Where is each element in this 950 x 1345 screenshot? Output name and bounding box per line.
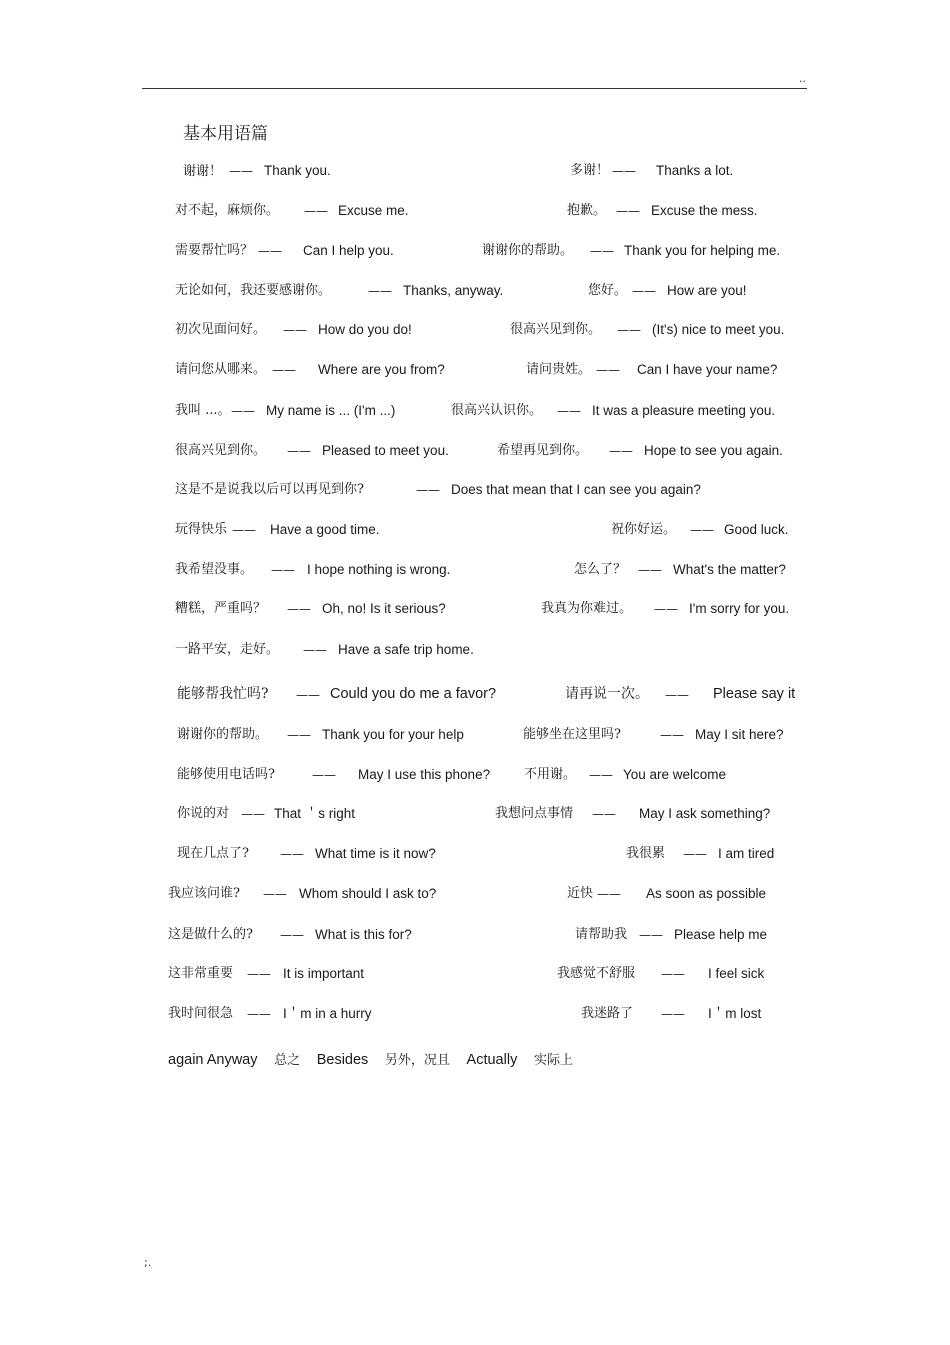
dash-separator: —— (609, 444, 633, 458)
dash-separator: —— (617, 323, 641, 337)
dash-separator: —— (416, 483, 440, 497)
dash-separator: —— (690, 523, 714, 537)
phrase-zh: 糟糕，严重吗？ (175, 601, 267, 616)
phrase-zh: 一路平安，走好。 (175, 642, 280, 657)
phrase-zh: 我应该问谁? (168, 886, 240, 901)
dash-separator: —— (296, 688, 320, 702)
phrase-en: What's the matter? (673, 562, 786, 577)
phrase-en: My name is ... (I'm ...) (266, 403, 396, 418)
dash-separator: —— (312, 768, 336, 782)
dash-separator: —— (590, 244, 614, 258)
phrase-en: Thanks a lot. (656, 163, 734, 178)
phrase-zh: 我很累 (626, 846, 666, 861)
phrase-en: How do you do! (318, 322, 412, 337)
phrase-en: Hope to see you again. (644, 443, 783, 458)
phrase-zh: 你说的对 (177, 806, 230, 821)
phrase-en: You are welcome (623, 767, 727, 782)
phrase-zh: 怎么了？ (574, 562, 627, 577)
dash-separator: —— (287, 728, 311, 742)
dash-separator: —— (303, 643, 327, 657)
connector-zh: 总之 (274, 1053, 301, 1068)
phrase-zh: 玩得快乐 (175, 522, 228, 537)
phrase-en: Excuse the mess. (651, 203, 758, 218)
phrase-zh: 谢谢你的帮助。 (482, 243, 574, 258)
dash-separator: —— (247, 1007, 271, 1021)
dash-separator: —— (368, 284, 392, 298)
phrase-zh: 希望再见到你。 (497, 443, 589, 458)
phrase-zh: 请帮助我 (575, 927, 628, 942)
phrase-en: Thanks, anyway. (403, 283, 504, 298)
phrase-en: (It's) nice to meet you. (652, 322, 785, 337)
phrase-en: I＇m in a hurry (283, 1006, 372, 1021)
phrase-en: I＇m lost (708, 1006, 762, 1021)
phrase-zh: 初次见面问好。 (175, 322, 267, 337)
phrase-en: It is important (283, 966, 365, 981)
phrase-en: What is this for? (315, 927, 412, 942)
dash-separator: —— (247, 967, 271, 981)
phrase-zh: 需要帮忙吗？ (175, 243, 254, 258)
connector-words-line (168, 1049, 585, 1068)
phrase-zh: 我希望没事。 (175, 562, 254, 577)
dash-separator: —— (639, 928, 663, 942)
header-rule (142, 88, 807, 89)
dash-separator: —— (263, 887, 287, 901)
phrase-zh: 无论如何，我还要感谢你。 (175, 283, 332, 298)
phrase-en: Have a safe trip home. (338, 642, 474, 657)
phrase-en: As soon as possible (646, 886, 767, 901)
phrase-zh: 多谢！ (570, 163, 610, 178)
phrase-zh: 我感觉不舒服 (557, 966, 636, 981)
phrase-en: I feel sick (708, 966, 765, 981)
phrase-en: May I use this phone? (358, 767, 491, 782)
connector-zh: 另外，况且 (384, 1053, 450, 1068)
connector-en: Actually (466, 1052, 518, 1068)
dash-separator: —— (589, 768, 613, 782)
dash-separator: —— (258, 244, 282, 258)
phrase-en: May I ask something? (639, 806, 771, 821)
phrase-en: Pleased to meet you. (322, 443, 449, 458)
dash-separator: —— (283, 323, 307, 337)
dash-separator: —— (632, 284, 656, 298)
phrase-en: Excuse me. (338, 203, 409, 218)
phrase-zh: 谢谢你的帮助。 (177, 727, 269, 742)
phrase-en: Thank you for helping me. (624, 243, 781, 258)
dash-separator: —— (280, 847, 304, 861)
dash-separator: —— (596, 363, 620, 377)
page-title: 基本用语篇 (183, 124, 268, 144)
phrase-en: Please help me (674, 927, 768, 942)
phrase-zh: 抱歉。 (567, 203, 607, 218)
phrase-en: Oh, no! Is it serious? (322, 601, 446, 616)
phrase-en: I hope nothing is wrong. (307, 562, 451, 577)
dash-separator: —— (665, 688, 689, 702)
dash-separator: —— (232, 523, 256, 537)
phrase-zh: 请再说一次。 (565, 686, 649, 702)
connector-en: again Anyway (168, 1052, 258, 1068)
dash-separator: —— (638, 563, 662, 577)
phrase-en: Does that mean that I can see you again? (451, 482, 701, 497)
dash-separator: —— (592, 807, 616, 821)
dash-separator: —— (271, 563, 295, 577)
phrase-zh: 现在几点了? (177, 846, 249, 861)
dash-separator: —— (654, 602, 678, 616)
dash-separator: —— (612, 164, 636, 178)
dash-separator: —— (616, 204, 640, 218)
connector-en: Besides (316, 1052, 369, 1068)
phrase-en: Where are you from? (318, 362, 445, 377)
phrase-zh: 祝你好运。 (611, 522, 677, 537)
phrase-en: How are you! (667, 283, 747, 298)
dash-separator: —— (304, 204, 328, 218)
phrase-zh: 我真为你难过。 (541, 601, 633, 616)
phrase-zh: 不用谢。 (524, 767, 577, 782)
phrase-zh: 我时间很急 (168, 1006, 234, 1021)
dash-separator: —— (597, 887, 621, 901)
phrase-zh: 对不起，麻烦你。 (175, 203, 280, 218)
phrase-en: That ＇s right (274, 806, 356, 821)
phrase-en: Could you do me a favor? (330, 686, 497, 702)
dash-separator: —— (241, 807, 265, 821)
phrase-zh: 很高兴见到你。 (175, 443, 267, 458)
phrase-en: May I sit here? (695, 727, 784, 742)
phrase-en: I am tired (718, 846, 775, 861)
phrase-en: Thank you. (264, 163, 331, 178)
phrase-zh: 请问您从哪来。 (175, 362, 267, 377)
phrase-zh: 我叫 ...。 (175, 403, 231, 418)
phrase-en: What time is it now? (315, 846, 436, 861)
dash-separator: —— (272, 363, 296, 377)
phrase-zh: 能够使用电话吗? (177, 767, 275, 782)
dash-separator: —— (660, 728, 684, 742)
phrase-zh: 您好。 (588, 283, 628, 298)
phrase-en: It was a pleasure meeting you. (592, 403, 776, 418)
phrase-en: Can I have your name? (637, 362, 778, 377)
phrase-zh: 我想问点事情 (495, 806, 574, 821)
phrase-en: Have a good time. (270, 522, 380, 537)
dash-separator: —— (280, 928, 304, 942)
phrase-zh: 我迷路了 (581, 1006, 634, 1021)
phrase-zh: 近快 (567, 886, 594, 901)
dash-separator: —— (683, 847, 707, 861)
dash-separator: —— (229, 164, 253, 178)
connector-zh: 实际上 (533, 1053, 573, 1068)
phrase-zh: 这非常重要 (168, 966, 234, 981)
phrase-zh: 能够坐在这里吗? (523, 727, 621, 742)
dash-separator: —— (287, 602, 311, 616)
dash-separator: —— (661, 967, 685, 981)
phrase-zh: 谢谢！ (183, 164, 223, 179)
phrase-zh: 能够帮我忙吗? (177, 686, 269, 702)
phrase-zh: 很高兴认识你。 (451, 403, 543, 418)
footer-mark: ;. (144, 1256, 152, 1269)
phrase-en: Please say it (713, 686, 796, 702)
header-mark: .. (799, 72, 806, 85)
phrase-zh: 这是不是说我以后可以再见到你? (175, 482, 364, 497)
phrase-zh: 很高兴见到你。 (510, 322, 602, 337)
phrase-en: Thank you for your help (322, 727, 464, 742)
dash-separator: —— (661, 1007, 685, 1021)
dash-separator: —— (231, 404, 255, 418)
dash-separator: —— (557, 404, 581, 418)
phrase-en: Can I help you. (303, 243, 394, 258)
phrase-en: I'm sorry for you. (689, 601, 790, 616)
phrase-zh: 请问贵姓。 (526, 362, 592, 377)
phrase-zh: 这是做什么的? (168, 927, 253, 942)
dash-separator: —— (287, 444, 311, 458)
phrase-en: Whom should I ask to? (299, 886, 437, 901)
phrase-en: Good luck. (724, 522, 789, 537)
